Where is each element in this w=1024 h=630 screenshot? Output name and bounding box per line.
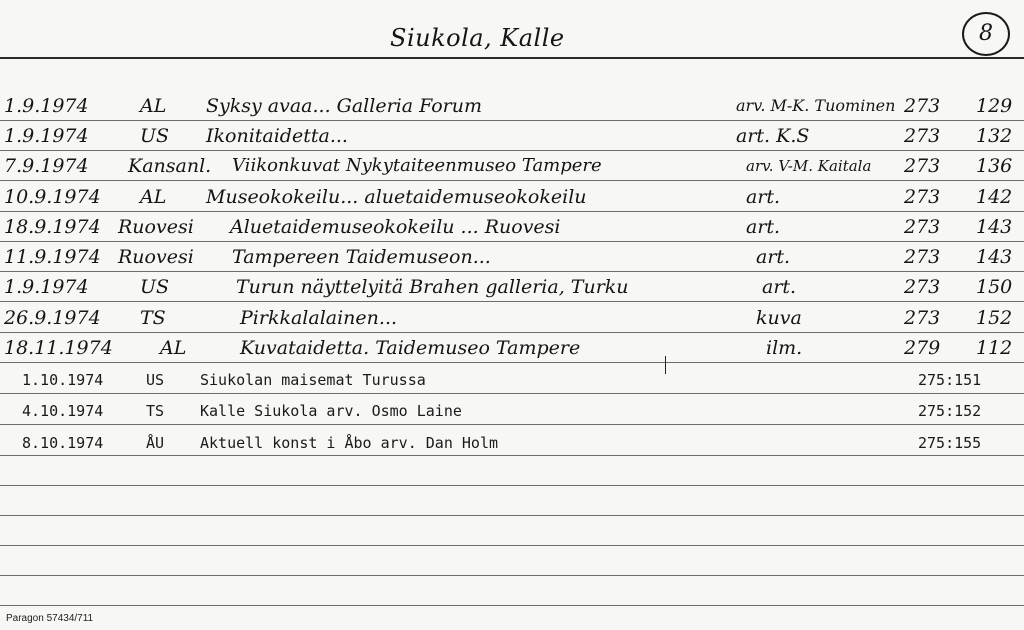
entry-type: art. <box>746 216 781 238</box>
handwritten-entry <box>0 183 1024 213</box>
handwritten-entry <box>0 213 1024 243</box>
entry-paper: Ruovesi <box>118 216 194 238</box>
entry-volume: 273 <box>904 216 941 238</box>
entry-page: 143 <box>976 216 1013 238</box>
entry-type: art. K.S <box>736 125 810 147</box>
entry-volume: 273 <box>904 307 941 329</box>
handwritten-entry <box>0 304 1024 334</box>
entry-date: 18.9.1974 <box>4 216 101 238</box>
entry-page: 150 <box>976 276 1013 298</box>
entry-page: 132 <box>976 125 1013 147</box>
entry-volume: 273 <box>904 95 941 117</box>
entry-title: Siukolan maisemat Turussa <box>200 371 426 389</box>
entry-type: arv. M-K. Tuominen <box>736 96 896 115</box>
entry-type: art. <box>762 276 797 298</box>
entry-date: 7.9.1974 <box>4 155 89 177</box>
entry-reference: 275:155 <box>918 434 982 452</box>
entry-volume: 279 <box>904 337 941 359</box>
entry-paper: TS <box>140 307 166 329</box>
handwritten-entry <box>0 122 1024 152</box>
ruled-line <box>0 515 1024 516</box>
entry-title: Kalle Siukola arv. Osmo Laine <box>200 402 462 420</box>
entry-reference: 275:152 <box>918 402 982 420</box>
entry-date: 1.9.1974 <box>4 276 89 298</box>
entry-title: Pirkkalalainen... <box>240 307 398 329</box>
entry-date: 11.9.1974 <box>4 246 101 268</box>
handwritten-entry <box>0 273 1024 303</box>
entry-title: Museokokeilu... aluetaidemuseokokeilu <box>206 186 587 208</box>
entry-date: 26.9.1974 <box>4 307 101 329</box>
entry-date: 1.9.1974 <box>4 95 89 117</box>
handwritten-entry <box>0 92 1024 122</box>
typed-entry <box>0 365 1024 395</box>
entry-volume: 273 <box>904 125 941 147</box>
handwritten-entry <box>0 243 1024 273</box>
entry-date: 4.10.1974 <box>22 402 104 420</box>
entry-page: 136 <box>976 155 1013 177</box>
entry-title: Ikonitaidetta... <box>206 125 348 147</box>
entry-paper: AL <box>140 95 167 117</box>
entry-title: Viikonkuvat Nykytaiteenmuseo Tampere <box>232 155 602 176</box>
entry-date: 10.9.1974 <box>4 186 101 208</box>
entry-date: 8.10.1974 <box>22 434 104 452</box>
entry-type: arv. V-M. Kaitala <box>746 157 872 175</box>
entry-paper: TS <box>146 402 165 420</box>
entry-page: 142 <box>976 186 1013 208</box>
entry-volume: 273 <box>904 186 941 208</box>
typed-entry <box>0 396 1024 426</box>
entry-title: Syksy avaa... Galleria Forum <box>206 95 483 117</box>
entry-type: art. <box>746 186 781 208</box>
entry-paper: US <box>140 276 170 298</box>
entry-type: kuva <box>756 307 802 329</box>
ruled-line <box>0 545 1024 546</box>
entry-paper: US <box>140 125 170 147</box>
entry-paper: Ruovesi <box>118 246 194 268</box>
entry-title: Aktuell konst i Åbo arv. Dan Holm <box>200 434 499 452</box>
entry-title: Tampereen Taidemuseon... <box>232 246 491 268</box>
entry-reference: 275:151 <box>918 371 982 389</box>
ruled-line <box>0 485 1024 486</box>
entry-title: Kuvataidetta. Taidemuseo Tampere <box>240 337 581 359</box>
card-footer: Paragon 57434/711 <box>6 613 94 624</box>
ruled-line <box>0 605 1024 606</box>
entry-volume: 273 <box>904 276 941 298</box>
entry-volume: 273 <box>904 246 941 268</box>
entry-page: 143 <box>976 246 1013 268</box>
typed-entry <box>0 428 1024 458</box>
entry-paper: US <box>146 371 165 389</box>
entry-title: Aluetaidemuseokokeilu ... Ruovesi <box>230 216 561 238</box>
ruled-line <box>0 575 1024 576</box>
entry-paper: ÅU <box>146 434 165 452</box>
entry-type: ilm. <box>766 337 803 359</box>
header-rule <box>0 57 1024 59</box>
entry-date: 1.9.1974 <box>4 125 89 147</box>
handwritten-entry <box>0 334 1024 364</box>
entry-page: 129 <box>976 95 1013 117</box>
card-title: Siukola, Kalle <box>390 24 565 52</box>
entry-title: Turun näyttelyitä Brahen galleria, Turku <box>236 276 629 298</box>
entry-paper: AL <box>140 186 167 208</box>
entry-type: art. <box>756 246 791 268</box>
card-number-badge: 8 <box>962 12 1010 56</box>
entry-paper: AL <box>160 337 187 359</box>
entry-page: 112 <box>976 337 1013 359</box>
entry-paper: Kansanl. <box>128 155 212 177</box>
entry-date: 18.11.1974 <box>4 337 113 359</box>
entry-volume: 273 <box>904 155 941 177</box>
handwritten-entry <box>0 152 1024 182</box>
entry-date: 1.10.1974 <box>22 371 104 389</box>
entry-page: 152 <box>976 307 1013 329</box>
